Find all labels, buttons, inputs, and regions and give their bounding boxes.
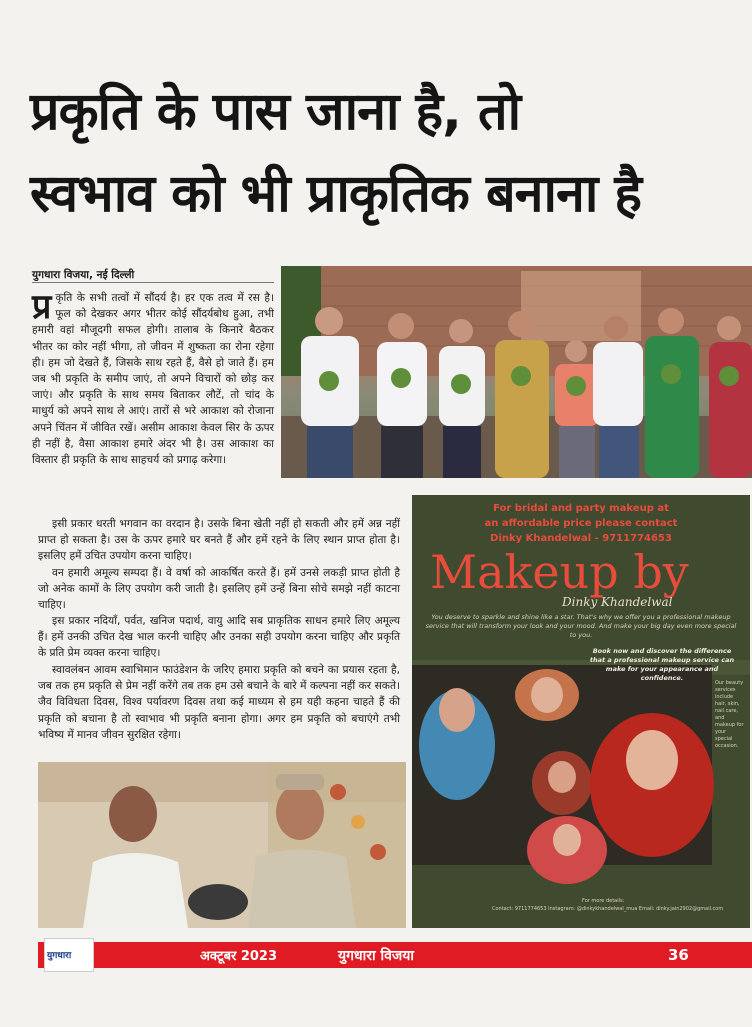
article-paragraph-3: वन हमारी अमूल्य सम्पदा हैं। वे वर्षा को आकर्षित करते हैं। हमें उनसे लकड़ी प्राप्त होती है जो अनेक कामों के लिए उपयोग करी जाती है। इसलिए हमें उन्हें बिना सोचे समझे नहीं काटना चाहिए। [38, 567, 400, 612]
ad-script-name: Dinky Khandelwal [562, 595, 673, 609]
headline-line-2: स्वभाव को भी प्राकृतिक बनाना है [30, 164, 642, 224]
group-photo-plants [281, 266, 752, 478]
article-paragraph-5: स्वावलंबन आवम स्वाभिमान फाउंडेशन के जरिए हमारा प्रकृति को बचने का प्रयास रहता है, जब तक हम प्रकृति से प्रेम नहीं करेंगे तब तक हम उसे बचाने के बारे में कल्पना नहीं कर सकते। जैव विविधता दिवस, विश्व पर्यावरण दिवस तथा कई माध्यम से हम यही कहना चाहते हैं की प्रकृति को बचाना है तो स्वाभाव भी प्रकृति बनाना होगा। अगर हम प्रकृति को बचाएंगे तभी भविष्य में मानव जीवन सुरक्षित रहेगा। [38, 664, 400, 741]
ad-side-text: Our beauty services include hair, skin, nail care, and makeup for your special occasion. [715, 680, 744, 749]
ad-tagline: You deserve to sparkle and shine like a star. That's why we offer you a professional makeup service that will transform your look and your mood. And make your big day even more special to you. [425, 613, 737, 639]
ad-title: Makeup by [430, 545, 689, 599]
byline-rule [32, 282, 274, 283]
ad-contact: Contact: 9711774653 Instagram: @dinkykhandelwal_mua Email: dinky.jain2902@gmail.com [492, 906, 724, 912]
article-paragraph-1 [32, 287, 274, 468]
byline: युगधारा विजया, नई दिल्ली [32, 269, 135, 281]
makeup-advertisement [412, 495, 750, 928]
ad-contact-line-3: Dinky Khandelwal - 9711774653 [490, 533, 672, 544]
logo-text: युगधारा [47, 951, 72, 961]
ad-contact-header: For more details: [582, 898, 625, 904]
footer-magazine: युगधारा विजया [338, 948, 415, 964]
ad-book-line: Book now and discover the difference that a professional makeup service can make for your appearance and confidence. [589, 647, 735, 682]
ad-contact-line-1: For bridal and party makeup at [493, 503, 669, 514]
footer-month: अक्टूबर 2023 [200, 949, 278, 964]
article-paragraph-4: इस प्रकार नदियाँ, पर्वत, खनिज पदार्थ, वायु आदि सब प्राकृतिक साधन हमारे लिए अमूल्य हैं। हमें उनकी उचित देख भाल करनी चाहिए और उनका सही उपयोग करना चाहिए और प्रकृति के प्रति प्रेम व्यक्त करना चाहिए। [38, 615, 400, 660]
magazine-logo [44, 938, 94, 972]
footer-page-number: 36 [668, 946, 689, 964]
article-paragraph-2: इसी प्रकार धरती भगवान का वरदान है। उसके बिना खेती नहीं हो सकती और हमें अन्न नहीं प्राप्त हो सकता है। उस के ऊपर हमारे घर बनते हैं और हमें रहने के लिए स्थान प्राप्त होता है। इसलिए हमें उचित उपयोग करना चाहिए। [38, 518, 400, 563]
ad-contact-line-2: an affordable price please contact [484, 518, 678, 529]
footer-bar [38, 942, 752, 968]
award-photo [38, 762, 406, 928]
drop-cap: प्र [32, 287, 52, 327]
paragraph-1-text: कृति के सभी तत्वों में सौंदर्य है। हर एक तत्व में रस है। फूल को देखकर अगर भीतर कोई सौंदर्यबोध हुआ, तभी हमारी वहां मौजूदगी सफल होगी। तालाब के किनारे बैठकर भीतर का कोर नहीं भीगा, तो जीवन में शुष्कता का रोना रहेगा ही। हम जो देखते हैं, जिसके साथ रहते हैं, वैसे हो जाते हैं। हम जब भी प्रकृति के समीप जाएं, तो अपने विचारों को छोड़ कर जाएं। और प्रकृति के साथ समय बिताकर लौटें, तो चांद के माधुर्य को अपने साथ ले आएं। तारों से भरे आकाश को रोजाना अपने चिंतन में जीवित रखें। असीम आकाश केवल सिर के ऊपर ही नहीं है, वैसा आकाश हमारे अंदर भी है। उस आकाश का विस्तार ही प्रकृति के साथ साहचर्य को प्रगाढ़ करेगा। [32, 292, 274, 467]
headline-line-1: प्रकृति के पास जाना है, तो [30, 82, 521, 142]
